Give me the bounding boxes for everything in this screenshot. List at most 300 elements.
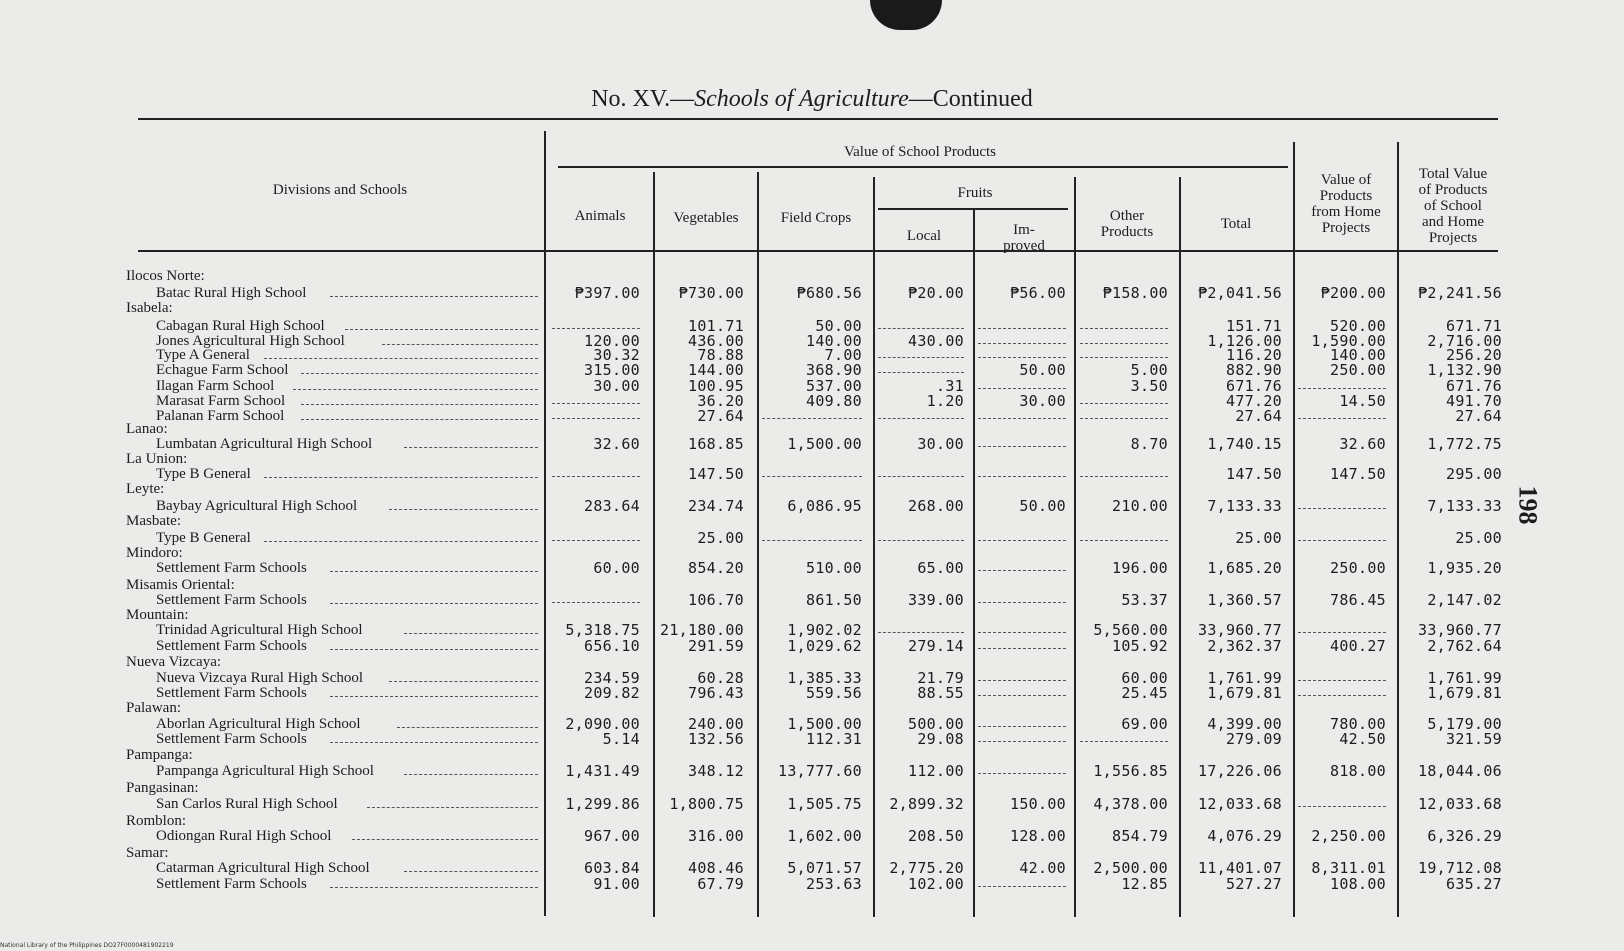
empty-cell bbox=[1298, 388, 1386, 389]
value-cell: 1,685.20 bbox=[1207, 559, 1282, 577]
school-name: Settlement Farm Schools bbox=[156, 560, 307, 576]
division-row bbox=[118, 747, 1518, 763]
value-cell: 1,761.99 bbox=[1427, 669, 1502, 687]
empty-cell bbox=[1298, 418, 1386, 419]
school-name: Jones Agricultural High School bbox=[156, 333, 345, 349]
thumb-shadow bbox=[870, 0, 942, 30]
school-name: Nueva Vizcaya Rural High School bbox=[156, 670, 364, 686]
table-row bbox=[118, 530, 1518, 546]
value-cell: 29.08 bbox=[917, 730, 964, 748]
empty-cell bbox=[978, 357, 1066, 358]
school-name: Type B General bbox=[156, 530, 251, 546]
value-cell: 1,772.75 bbox=[1427, 435, 1502, 453]
value-cell: 253.63 bbox=[806, 875, 862, 893]
header-home-l4: Projects bbox=[1321, 220, 1371, 236]
header-grand bbox=[1400, 166, 1506, 246]
empty-cell bbox=[552, 403, 640, 404]
table-row bbox=[118, 285, 1518, 301]
value-cell: 112.31 bbox=[806, 730, 862, 748]
empty-cell bbox=[978, 328, 1066, 329]
dot-leader bbox=[301, 419, 538, 420]
value-cell: 3.50 bbox=[1130, 377, 1168, 395]
value-cell: 295.00 bbox=[1446, 465, 1502, 483]
table-row bbox=[118, 685, 1518, 701]
empty-cell bbox=[552, 602, 640, 603]
value-cell: 25.45 bbox=[1121, 684, 1168, 702]
value-cell: 2,362.37 bbox=[1207, 637, 1282, 655]
value-cell: 32.60 bbox=[593, 435, 640, 453]
division-row bbox=[118, 513, 1518, 529]
empty-cell bbox=[552, 540, 640, 541]
empty-cell bbox=[878, 476, 964, 477]
division-name: Pampanga: bbox=[126, 747, 193, 763]
value-cell: 786.45 bbox=[1330, 591, 1386, 609]
value-cell: 1,132.90 bbox=[1427, 361, 1502, 379]
empty-cell bbox=[978, 773, 1066, 774]
value-cell: 279.14 bbox=[908, 637, 964, 655]
value-cell: 537.00 bbox=[806, 377, 862, 395]
value-cell: 671.76 bbox=[1446, 377, 1502, 395]
value-cell: ₱680.56 bbox=[796, 284, 862, 302]
dot-leader bbox=[389, 509, 538, 510]
value-cell: 436.00 bbox=[688, 332, 744, 350]
value-cell: 603.84 bbox=[584, 859, 640, 877]
value-cell: 520.00 bbox=[1330, 317, 1386, 335]
value-cell: 30.00 bbox=[1019, 392, 1066, 410]
division-name: Misamis Oriental: bbox=[126, 577, 235, 593]
division-name: Palawan: bbox=[126, 700, 181, 716]
empty-cell bbox=[978, 476, 1066, 477]
value-cell: 559.56 bbox=[806, 684, 862, 702]
empty-cell bbox=[762, 540, 862, 541]
header-grand-l2: of Products bbox=[1418, 182, 1488, 198]
value-cell: 147.50 bbox=[1330, 465, 1386, 483]
table-row bbox=[118, 638, 1518, 654]
table-row bbox=[118, 592, 1518, 608]
value-cell: 234.59 bbox=[584, 669, 640, 687]
dot-leader bbox=[397, 727, 538, 728]
value-cell: 408.46 bbox=[688, 859, 744, 877]
value-cell: 1,500.00 bbox=[787, 715, 862, 733]
empty-cell bbox=[878, 328, 964, 329]
value-cell: ₱397.00 bbox=[574, 284, 640, 302]
table-row bbox=[118, 466, 1518, 482]
empty-cell bbox=[878, 632, 964, 633]
value-cell: 2,147.02 bbox=[1427, 591, 1502, 609]
value-cell: 291.59 bbox=[688, 637, 744, 655]
division-row bbox=[118, 780, 1518, 796]
value-cell: 268.00 bbox=[908, 497, 964, 515]
value-cell: 50.00 bbox=[1019, 361, 1066, 379]
value-cell: 18,044.06 bbox=[1418, 762, 1502, 780]
value-cell: 168.85 bbox=[688, 435, 744, 453]
value-cell: 147.50 bbox=[1226, 465, 1282, 483]
value-cell: 671.71 bbox=[1446, 317, 1502, 335]
empty-cell bbox=[1298, 540, 1386, 541]
header-grand-l3: of School bbox=[1424, 198, 1482, 214]
empty-cell bbox=[1298, 508, 1386, 509]
value-cell: 1,679.81 bbox=[1207, 684, 1282, 702]
value-cell: 409.80 bbox=[806, 392, 862, 410]
value-cell: 91.00 bbox=[593, 875, 640, 893]
value-cell: ₱200.00 bbox=[1320, 284, 1386, 302]
value-cell: 147.50 bbox=[688, 465, 744, 483]
header-total: Total bbox=[1220, 216, 1252, 232]
value-cell: 140.00 bbox=[1330, 346, 1386, 364]
value-cell: 1,505.75 bbox=[787, 795, 862, 813]
division-name: Mindoro: bbox=[126, 545, 183, 561]
value-cell: 25.00 bbox=[1455, 529, 1502, 547]
dot-leader bbox=[367, 807, 538, 808]
empty-cell bbox=[1080, 540, 1168, 541]
value-cell: 69.00 bbox=[1121, 715, 1168, 733]
empty-cell bbox=[1298, 680, 1386, 681]
value-cell: 500.00 bbox=[908, 715, 964, 733]
division-name: Pangasinan: bbox=[126, 780, 199, 796]
dot-leader bbox=[404, 633, 538, 634]
division-row bbox=[118, 300, 1518, 316]
dot-leader bbox=[404, 774, 538, 775]
dot-leader bbox=[330, 742, 538, 743]
page-number: 198 bbox=[1513, 485, 1543, 525]
dot-leader bbox=[330, 296, 538, 297]
value-cell: 196.00 bbox=[1112, 559, 1168, 577]
value-cell: 30.00 bbox=[917, 435, 964, 453]
empty-cell bbox=[552, 476, 640, 477]
table-row bbox=[118, 860, 1518, 876]
value-cell: 279.09 bbox=[1226, 730, 1282, 748]
empty-cell bbox=[1298, 806, 1386, 807]
dot-leader bbox=[345, 329, 538, 330]
value-cell: 339.00 bbox=[908, 591, 964, 609]
header-home bbox=[1296, 172, 1396, 236]
value-cell: 12,033.68 bbox=[1198, 795, 1282, 813]
empty-cell bbox=[878, 372, 964, 373]
value-cell: 60.00 bbox=[593, 559, 640, 577]
empty-cell bbox=[878, 418, 964, 419]
value-cell: ₱158.00 bbox=[1102, 284, 1168, 302]
dot-leader bbox=[352, 839, 538, 840]
page-title bbox=[0, 86, 1624, 113]
value-cell: 368.90 bbox=[806, 361, 862, 379]
value-cell: 14.50 bbox=[1339, 392, 1386, 410]
header-other-l1: Other bbox=[1109, 208, 1145, 224]
value-cell: 6,086.95 bbox=[787, 497, 862, 515]
header-animals: Animals bbox=[574, 208, 626, 224]
table-row bbox=[118, 498, 1518, 514]
school-name: Baybay Agricultural High School bbox=[156, 498, 358, 514]
empty-cell bbox=[762, 476, 862, 477]
value-cell: 1,299.86 bbox=[565, 795, 640, 813]
empty-cell bbox=[978, 648, 1066, 649]
value-cell: 19,712.08 bbox=[1418, 859, 1502, 877]
empty-cell bbox=[878, 357, 964, 358]
value-cell: 315.00 bbox=[584, 361, 640, 379]
value-cell: 1,602.00 bbox=[787, 827, 862, 845]
empty-cell bbox=[978, 570, 1066, 571]
value-cell: 50.00 bbox=[815, 317, 862, 335]
empty-cell bbox=[978, 741, 1066, 742]
division-name: La Union: bbox=[126, 451, 188, 467]
division-row bbox=[118, 451, 1518, 467]
value-cell: 635.27 bbox=[1446, 875, 1502, 893]
empty-cell bbox=[1080, 357, 1168, 358]
division-name: Nueva Vizcaya: bbox=[126, 654, 222, 670]
empty-cell bbox=[978, 418, 1066, 419]
value-cell: 861.50 bbox=[806, 591, 862, 609]
value-cell: 4,076.29 bbox=[1207, 827, 1282, 845]
school-name: Settlement Farm Schools bbox=[156, 685, 307, 701]
value-cell: 854.20 bbox=[688, 559, 744, 577]
value-cell: 12,033.68 bbox=[1418, 795, 1502, 813]
empty-cell bbox=[1080, 403, 1168, 404]
value-cell: 2,775.20 bbox=[889, 859, 964, 877]
empty-cell bbox=[1298, 695, 1386, 696]
header-other bbox=[1077, 208, 1177, 240]
value-cell: 1,126.00 bbox=[1207, 332, 1282, 350]
empty-cell bbox=[978, 632, 1066, 633]
value-cell: 2,762.64 bbox=[1427, 637, 1502, 655]
value-cell: 316.00 bbox=[688, 827, 744, 845]
value-cell: 60.00 bbox=[1121, 669, 1168, 687]
value-cell: 1,761.99 bbox=[1207, 669, 1282, 687]
value-cell: 27.64 bbox=[697, 407, 744, 425]
table-row bbox=[118, 731, 1518, 747]
value-cell: 1,385.33 bbox=[787, 669, 862, 687]
value-cell: ₱56.00 bbox=[1010, 284, 1066, 302]
dot-leader bbox=[330, 571, 538, 572]
dot-leader bbox=[330, 887, 538, 888]
division-row bbox=[118, 481, 1518, 497]
value-cell: 5.14 bbox=[602, 730, 640, 748]
value-cell: 1,360.57 bbox=[1207, 591, 1282, 609]
empty-cell bbox=[978, 388, 1066, 389]
value-cell: 53.37 bbox=[1121, 591, 1168, 609]
value-cell: 112.00 bbox=[908, 762, 964, 780]
division-name: Lanao: bbox=[126, 421, 168, 437]
empty-cell bbox=[762, 418, 862, 419]
value-cell: 50.00 bbox=[1019, 497, 1066, 515]
title-italic: Schools of Agriculture bbox=[694, 86, 909, 112]
value-cell: 106.70 bbox=[688, 591, 744, 609]
value-cell: 256.20 bbox=[1446, 346, 1502, 364]
value-cell: 78.88 bbox=[697, 346, 744, 364]
value-cell: 5,560.00 bbox=[1093, 621, 1168, 639]
value-cell: 4,399.00 bbox=[1207, 715, 1282, 733]
value-cell: 6,326.29 bbox=[1427, 827, 1502, 845]
header-grand-l1: Total Value bbox=[1418, 166, 1488, 182]
table-top-rule bbox=[138, 118, 1498, 120]
table-row bbox=[118, 796, 1518, 812]
empty-cell bbox=[552, 418, 640, 419]
value-cell: 32.60 bbox=[1339, 435, 1386, 453]
value-cell: 780.00 bbox=[1330, 715, 1386, 733]
school-name: Settlement Farm Schools bbox=[156, 876, 307, 892]
division-name: Ilocos Norte: bbox=[126, 268, 205, 284]
header-home-l3: from Home bbox=[1311, 204, 1381, 220]
dot-leader bbox=[264, 358, 538, 359]
dot-leader bbox=[301, 373, 538, 374]
value-cell: 1,029.62 bbox=[787, 637, 862, 655]
school-name: Aborlan Agricultural High School bbox=[156, 716, 361, 732]
value-cell: 102.00 bbox=[908, 875, 964, 893]
value-cell: 21.79 bbox=[917, 669, 964, 687]
value-cell: 208.50 bbox=[908, 827, 964, 845]
value-cell: 527.27 bbox=[1226, 875, 1282, 893]
empty-cell bbox=[1080, 328, 1168, 329]
school-name: Catarman Agricultural High School bbox=[156, 860, 370, 876]
header-local: Local bbox=[906, 228, 942, 244]
school-name: Palanan Farm School bbox=[156, 408, 285, 424]
value-cell: 1,590.00 bbox=[1311, 332, 1386, 350]
value-cell: 7,133.33 bbox=[1207, 497, 1282, 515]
value-cell: 1,902.02 bbox=[787, 621, 862, 639]
value-cell: 116.20 bbox=[1226, 346, 1282, 364]
value-cell: 33,960.77 bbox=[1198, 621, 1282, 639]
value-cell: 36.20 bbox=[697, 392, 744, 410]
empty-cell bbox=[1080, 418, 1168, 419]
value-cell: 348.12 bbox=[688, 762, 744, 780]
dot-leader bbox=[330, 603, 538, 604]
value-cell: 105.92 bbox=[1112, 637, 1168, 655]
value-cell: 101.71 bbox=[688, 317, 744, 335]
value-cell: 42.50 bbox=[1339, 730, 1386, 748]
dot-leader bbox=[404, 871, 538, 872]
value-cell: 42.00 bbox=[1019, 859, 1066, 877]
value-cell: 1,935.20 bbox=[1427, 559, 1502, 577]
empty-cell bbox=[552, 328, 640, 329]
value-cell: 491.70 bbox=[1446, 392, 1502, 410]
empty-cell bbox=[1080, 741, 1168, 742]
value-cell: 150.00 bbox=[1010, 795, 1066, 813]
value-cell: 796.43 bbox=[688, 684, 744, 702]
school-name: Cabagan Rural High School bbox=[156, 318, 325, 334]
value-cell: 151.71 bbox=[1226, 317, 1282, 335]
value-cell: 656.10 bbox=[584, 637, 640, 655]
footer-credit: National Library of the Philippines DO27F0000481902219 bbox=[0, 942, 174, 949]
value-cell: 5,179.00 bbox=[1427, 715, 1502, 733]
header-group: Value of School Products bbox=[843, 144, 997, 160]
title-prefix: No. XV.— bbox=[591, 86, 695, 112]
table-row bbox=[118, 560, 1518, 576]
value-cell: 11,401.07 bbox=[1198, 859, 1282, 877]
header-field-crops: Field Crops bbox=[780, 210, 852, 226]
value-cell: .31 bbox=[936, 377, 964, 395]
value-cell: 430.00 bbox=[908, 332, 964, 350]
value-cell: 5,318.75 bbox=[565, 621, 640, 639]
school-name: Batac Rural High School bbox=[156, 285, 307, 301]
division-row bbox=[118, 268, 1518, 284]
division-name: Isabela: bbox=[126, 300, 173, 316]
empty-cell bbox=[1298, 632, 1386, 633]
header-other-l2: Products bbox=[1100, 224, 1154, 240]
value-cell: 7,133.33 bbox=[1427, 497, 1502, 515]
empty-cell bbox=[1080, 476, 1168, 477]
school-name: San Carlos Rural High School bbox=[156, 796, 338, 812]
value-cell: 144.00 bbox=[688, 361, 744, 379]
value-cell: 2,899.32 bbox=[889, 795, 964, 813]
value-cell: 671.76 bbox=[1226, 377, 1282, 395]
empty-cell bbox=[978, 540, 1066, 541]
value-cell: 250.00 bbox=[1330, 361, 1386, 379]
empty-cell bbox=[878, 540, 964, 541]
value-cell: 2,090.00 bbox=[565, 715, 640, 733]
dot-leader bbox=[293, 389, 538, 390]
table-row bbox=[118, 876, 1518, 892]
table-row bbox=[118, 763, 1518, 779]
value-cell: 27.64 bbox=[1455, 407, 1502, 425]
school-name: Settlement Farm Schools bbox=[156, 638, 307, 654]
value-cell: 13,777.60 bbox=[778, 762, 862, 780]
school-name: Lumbatan Agricultural High School bbox=[156, 436, 373, 452]
value-cell: 4,378.00 bbox=[1093, 795, 1168, 813]
school-name: Trinidad Agricultural High School bbox=[156, 622, 363, 638]
value-cell: 477.20 bbox=[1226, 392, 1282, 410]
value-cell: 8.70 bbox=[1130, 435, 1168, 453]
header-fruits: Fruits bbox=[957, 185, 993, 201]
value-cell: 5,071.57 bbox=[787, 859, 862, 877]
value-cell: 108.00 bbox=[1330, 875, 1386, 893]
value-cell: 120.00 bbox=[584, 332, 640, 350]
empty-cell bbox=[978, 446, 1066, 447]
value-cell: 1,431.49 bbox=[565, 762, 640, 780]
value-cell: 67.79 bbox=[697, 875, 744, 893]
division-name: Leyte: bbox=[126, 481, 165, 497]
header-bottom-rule bbox=[138, 250, 1498, 252]
empty-cell bbox=[978, 602, 1066, 603]
value-cell: ₱2,241.56 bbox=[1418, 284, 1502, 302]
value-cell: 240.00 bbox=[688, 715, 744, 733]
value-cell: 17,226.06 bbox=[1198, 762, 1282, 780]
school-name: Pampanga Agricultural High School bbox=[156, 763, 374, 779]
empty-cell bbox=[978, 343, 1066, 344]
value-cell: 234.74 bbox=[688, 497, 744, 515]
value-cell: 140.00 bbox=[806, 332, 862, 350]
division-name: Mountain: bbox=[126, 607, 189, 623]
value-cell: 33,960.77 bbox=[1418, 621, 1502, 639]
dot-leader bbox=[330, 696, 538, 697]
division-row bbox=[118, 700, 1518, 716]
school-name: Settlement Farm Schools bbox=[156, 592, 307, 608]
value-cell: ₱20.00 bbox=[908, 284, 964, 302]
value-cell: 2,500.00 bbox=[1093, 859, 1168, 877]
value-cell: 132.56 bbox=[688, 730, 744, 748]
value-cell: ₱730.00 bbox=[678, 284, 744, 302]
value-cell: 1,800.75 bbox=[669, 795, 744, 813]
value-cell: 7.00 bbox=[824, 346, 862, 364]
value-cell: 1,556.85 bbox=[1093, 762, 1168, 780]
value-cell: 250.00 bbox=[1330, 559, 1386, 577]
dot-leader bbox=[264, 477, 538, 478]
value-cell: 128.00 bbox=[1010, 827, 1066, 845]
header-home-l2: Products bbox=[1319, 188, 1373, 204]
school-name: Type A General bbox=[156, 347, 250, 363]
value-cell: 25.00 bbox=[1235, 529, 1282, 547]
value-cell: 1,500.00 bbox=[787, 435, 862, 453]
header-improved-l1: Im- bbox=[1013, 222, 1035, 238]
value-cell: 5.00 bbox=[1130, 361, 1168, 379]
header-home-l1: Value of bbox=[1320, 172, 1372, 188]
header-improved bbox=[976, 222, 1072, 254]
school-name: Type B General bbox=[156, 466, 251, 482]
dot-leader bbox=[301, 404, 538, 405]
school-name: Echague Farm School bbox=[156, 362, 289, 378]
value-cell: 818.00 bbox=[1330, 762, 1386, 780]
value-cell: 321.59 bbox=[1446, 730, 1502, 748]
dot-leader bbox=[389, 681, 538, 682]
dot-leader bbox=[382, 344, 538, 345]
value-cell: 88.55 bbox=[917, 684, 964, 702]
